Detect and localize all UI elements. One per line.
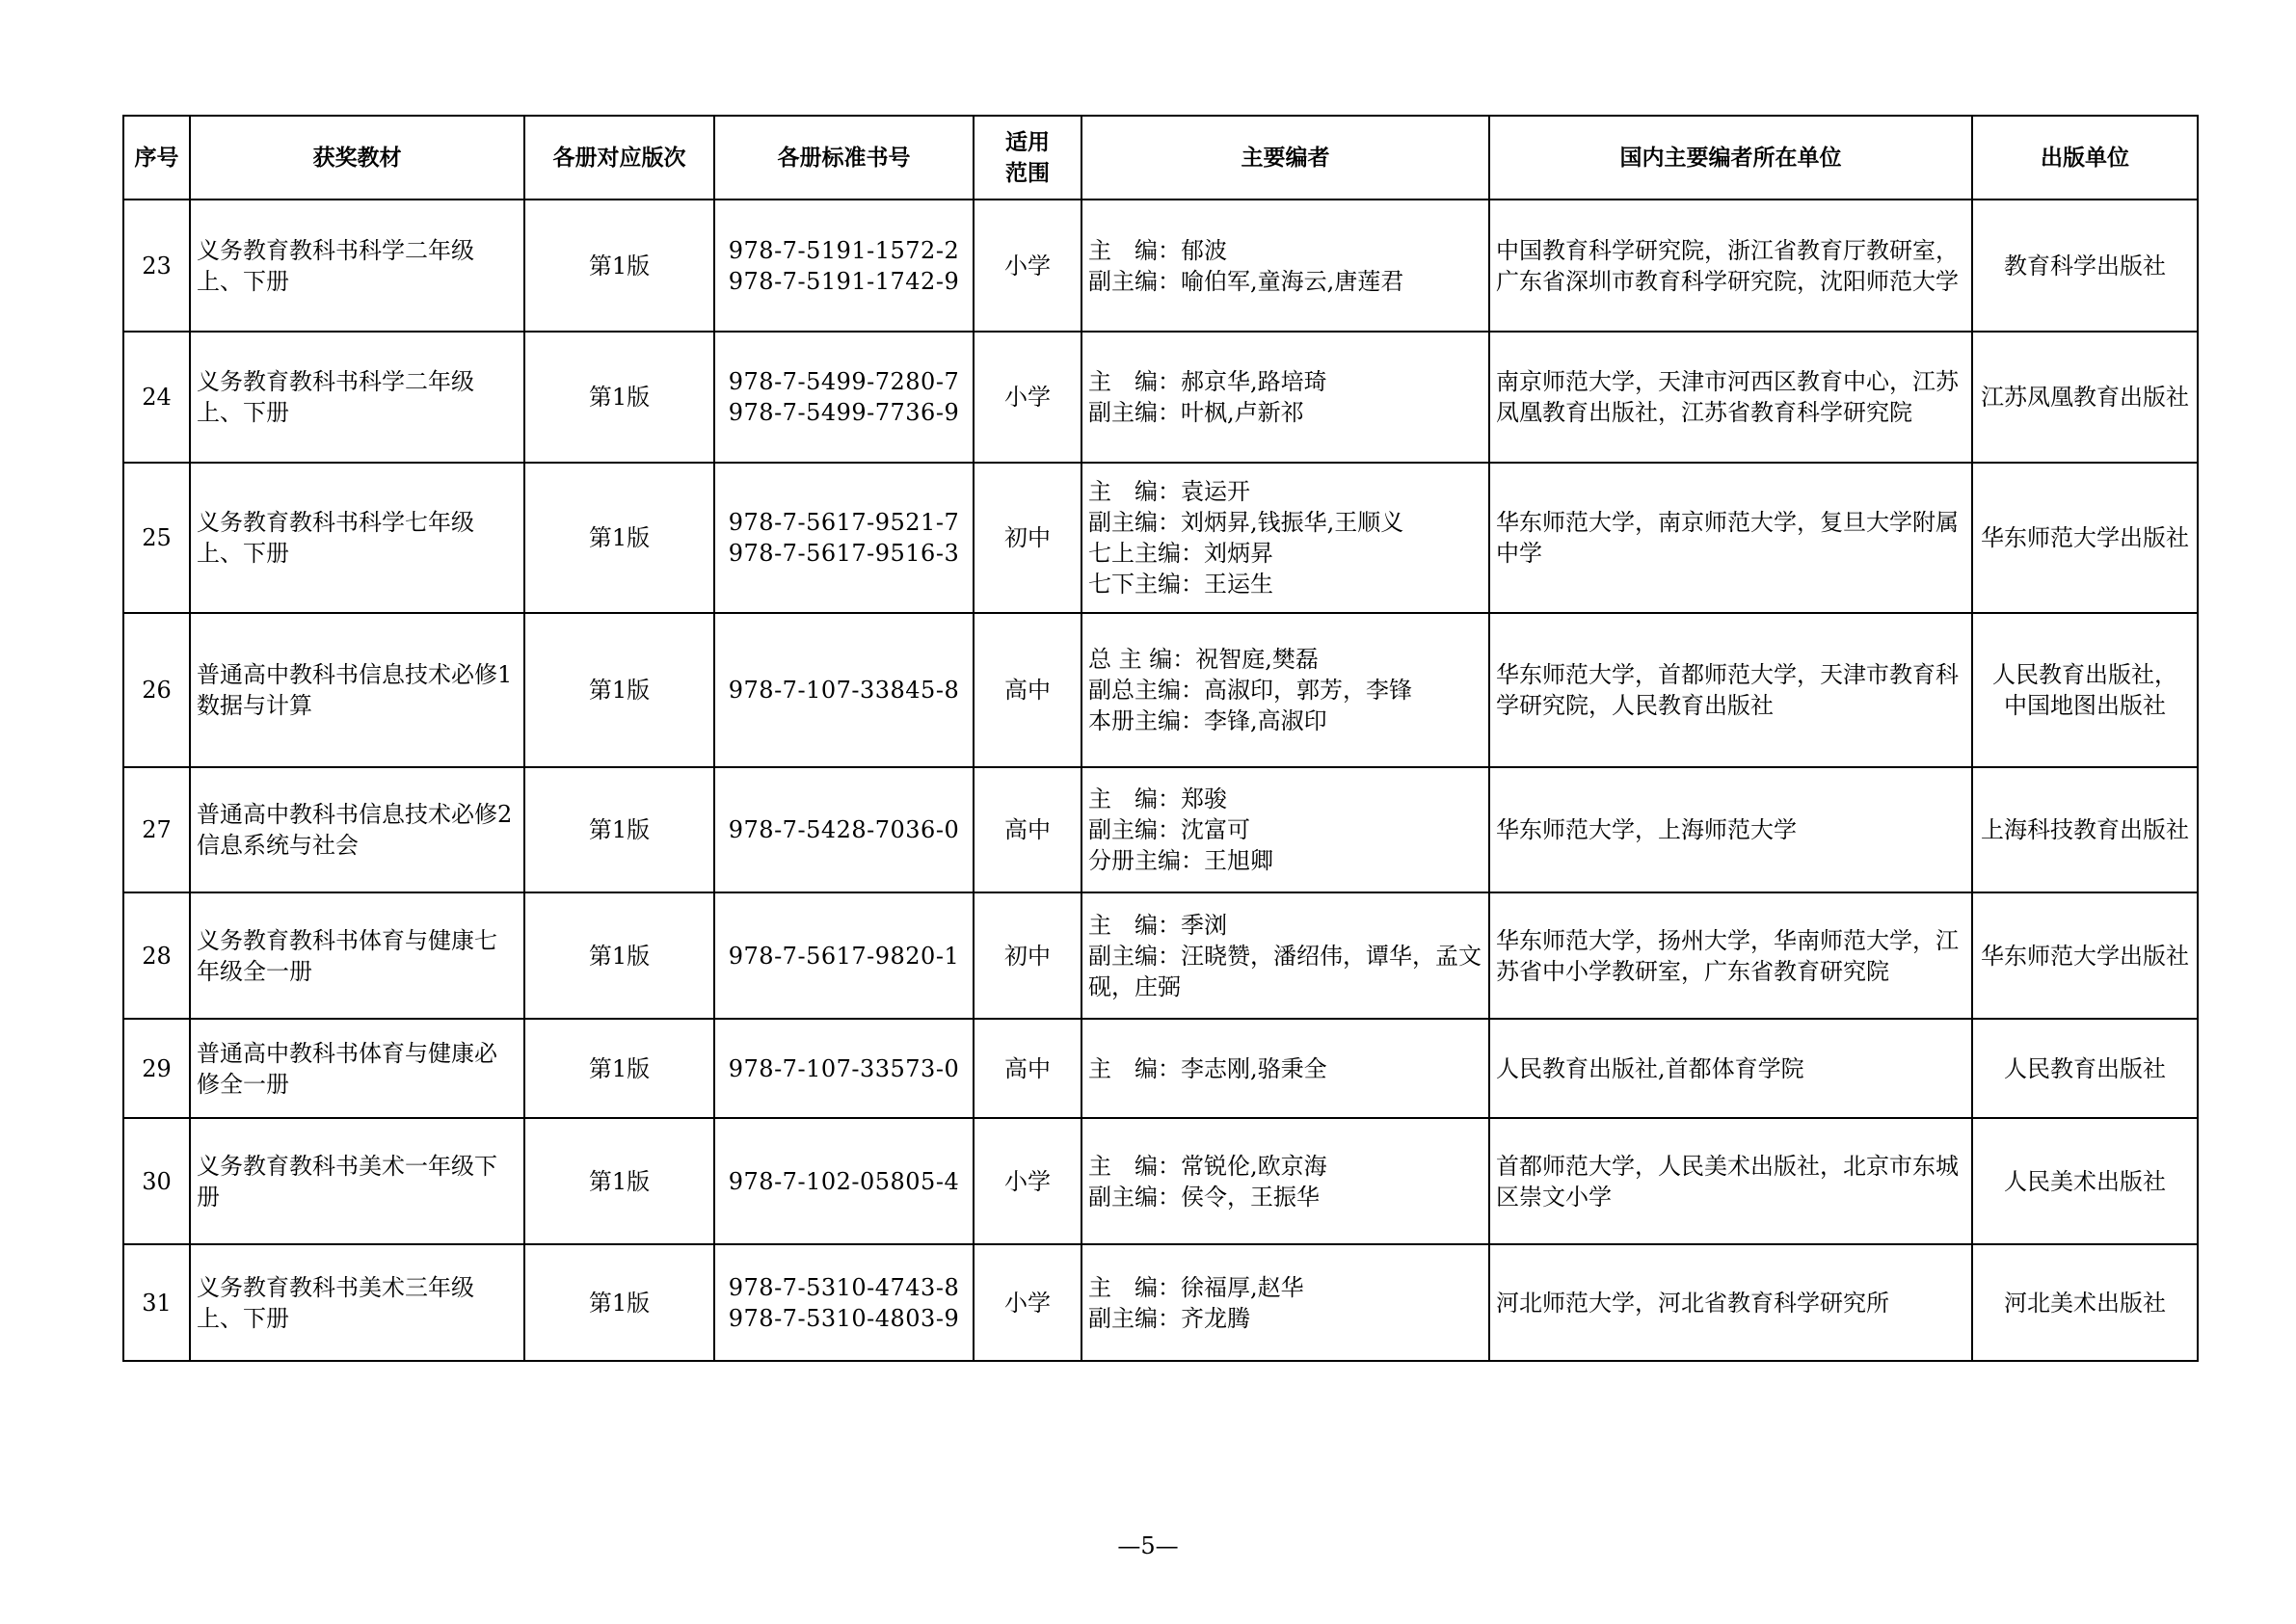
cell-publisher: 河北美术出版社 xyxy=(1972,1244,2198,1361)
cell-textbook: 普通高中教科书体育与健康必修全一册 xyxy=(190,1019,524,1118)
cell-isbn: 978-7-107-33845-8 xyxy=(714,613,974,767)
cell-isbn: 978-7-5191-1572-2 978-7-5191-1742-9 xyxy=(714,200,974,332)
cell-publisher: 人民教育出版社 xyxy=(1972,1019,2198,1118)
header-row xyxy=(123,116,2198,200)
cell-textbook: 义务教育教科书科学二年级 上、下册 xyxy=(190,332,524,463)
cell-publisher: 华东师范大学出版社 xyxy=(1972,892,2198,1019)
cell-scope: 高中 xyxy=(974,613,1081,767)
cell-isbn: 978-7-102-05805-4 xyxy=(714,1118,974,1244)
cell-publisher: 人民教育出版社， 中国地图出版社 xyxy=(1972,613,2198,767)
cell-editors: 主 编：郝京华,路培琦 副主编：叶枫,卢新祁 xyxy=(1081,332,1489,463)
table-row xyxy=(123,1019,2198,1118)
cell-units: 华东师范大学，扬州大学，华南师范大学，江苏省中小学教研室，广东省教育研究院 xyxy=(1489,892,1972,1019)
cell-edition: 第1版 xyxy=(524,332,714,463)
cell-units: 人民教育出版社,首都体育学院 xyxy=(1489,1019,1972,1118)
cell-scope: 小学 xyxy=(974,1244,1081,1361)
cell-isbn: 978-7-5310-4743-8 978-7-5310-4803-9 xyxy=(714,1244,974,1361)
page-number: —5— xyxy=(1117,1532,1179,1559)
cell-textbook: 义务教育教科书科学七年级 上、下册 xyxy=(190,463,524,613)
cell-units: 华东师范大学，南京师范大学，复旦大学附属中学 xyxy=(1489,463,1972,613)
cell-textbook: 义务教育教科书美术一年级下册 xyxy=(190,1118,524,1244)
cell-editors: 主 编：季浏 副主编：汪晓赞，潘绍伟，谭华，孟文砚，庄弼 xyxy=(1081,892,1489,1019)
cell-scope: 小学 xyxy=(974,332,1081,463)
cell-publisher: 上海科技教育出版社 xyxy=(1972,767,2198,892)
cell-isbn: 978-7-5617-9521-7 978-7-5617-9516-3 xyxy=(714,463,974,613)
cell-publisher: 江苏凤凰教育出版社 xyxy=(1972,332,2198,463)
cell-scope: 高中 xyxy=(974,767,1081,892)
cell-editors: 总 主 编：祝智庭,樊磊 副总主编：高淑印，郭芳，李锋 本册主编：李锋,高淑印 xyxy=(1081,613,1489,767)
cell-textbook: 义务教育教科书美术三年级 上、下册 xyxy=(190,1244,524,1361)
cell-edition: 第1版 xyxy=(524,200,714,332)
cell-scope: 小学 xyxy=(974,1118,1081,1244)
awards-table xyxy=(122,115,2199,1362)
cell-index: 23 xyxy=(123,200,190,332)
cell-edition: 第1版 xyxy=(524,463,714,613)
table-row xyxy=(123,767,2198,892)
header-editors: 主要编者 xyxy=(1081,116,1489,200)
cell-editors: 主 编：徐福厚,赵华 副主编：齐龙腾 xyxy=(1081,1244,1489,1361)
table-row xyxy=(123,332,2198,463)
cell-scope: 初中 xyxy=(974,463,1081,613)
cell-index: 26 xyxy=(123,613,190,767)
header-scope: 适用 范围 xyxy=(974,116,1081,200)
cell-edition: 第1版 xyxy=(524,1244,714,1361)
cell-units: 中国教育科学研究院，浙江省教育厅教研室，广东省深圳市教育科学研究院，沈阳师范大学 xyxy=(1489,200,1972,332)
table-row xyxy=(123,1244,2198,1361)
cell-editors: 主 编：常锐伦,欧京海 副主编：侯令，王振华 xyxy=(1081,1118,1489,1244)
cell-editors: 主 编：郑骏 副主编：沈富可 分册主编：王旭卿 xyxy=(1081,767,1489,892)
cell-textbook: 普通高中教科书信息技术必修2信息系统与社会 xyxy=(190,767,524,892)
cell-edition: 第1版 xyxy=(524,892,714,1019)
cell-scope: 小学 xyxy=(974,200,1081,332)
cell-index: 24 xyxy=(123,332,190,463)
cell-index: 27 xyxy=(123,767,190,892)
table-row xyxy=(123,463,2198,613)
cell-textbook: 普通高中教科书信息技术必修1数据与计算 xyxy=(190,613,524,767)
cell-edition: 第1版 xyxy=(524,1118,714,1244)
cell-isbn: 978-7-5499-7280-7 978-7-5499-7736-9 xyxy=(714,332,974,463)
cell-editors: 主 编：李志刚,骆秉全 xyxy=(1081,1019,1489,1118)
cell-scope: 高中 xyxy=(974,1019,1081,1118)
table-row xyxy=(123,892,2198,1019)
cell-edition: 第1版 xyxy=(524,767,714,892)
cell-isbn: 978-7-107-33573-0 xyxy=(714,1019,974,1118)
cell-index: 28 xyxy=(123,892,190,1019)
cell-scope: 初中 xyxy=(974,892,1081,1019)
table-row xyxy=(123,613,2198,767)
header-edition: 各册对应版次 xyxy=(524,116,714,200)
cell-textbook: 义务教育教科书体育与健康七年级全一册 xyxy=(190,892,524,1019)
cell-isbn: 978-7-5617-9820-1 xyxy=(714,892,974,1019)
cell-units: 华东师范大学，首都师范大学，天津市教育科学研究院，人民教育出版社 xyxy=(1489,613,1972,767)
cell-edition: 第1版 xyxy=(524,613,714,767)
cell-editors: 主 编：袁运开 副主编：刘炳昇,钱振华,王顺义 七上主编：刘炳昇 七下主编：王运生 xyxy=(1081,463,1489,613)
cell-publisher: 教育科学出版社 xyxy=(1972,200,2198,332)
cell-units: 南京师范大学，天津市河西区教育中心，江苏凤凰教育出版社，江苏省教育科学研究院 xyxy=(1489,332,1972,463)
cell-index: 25 xyxy=(123,463,190,613)
header-index: 序号 xyxy=(123,116,190,200)
header-isbn: 各册标准书号 xyxy=(714,116,974,200)
cell-units: 河北师范大学，河北省教育科学研究所 xyxy=(1489,1244,1972,1361)
header-publisher: 出版单位 xyxy=(1972,116,2198,200)
cell-index: 30 xyxy=(123,1118,190,1244)
cell-publisher: 华东师范大学出版社 xyxy=(1972,463,2198,613)
cell-units: 首都师范大学，人民美术出版社，北京市东城区崇文小学 xyxy=(1489,1118,1972,1244)
table-row xyxy=(123,1118,2198,1244)
cell-publisher: 人民美术出版社 xyxy=(1972,1118,2198,1244)
header-units: 国内主要编者所在单位 xyxy=(1489,116,1972,200)
cell-isbn: 978-7-5428-7036-0 xyxy=(714,767,974,892)
cell-index: 31 xyxy=(123,1244,190,1361)
table-header xyxy=(123,116,2198,200)
table-row xyxy=(123,200,2198,332)
cell-units: 华东师范大学，上海师范大学 xyxy=(1489,767,1972,892)
cell-editors: 主 编：郁波 副主编：喻伯军,童海云,唐莲君 xyxy=(1081,200,1489,332)
table-body xyxy=(123,200,2198,1361)
header-textbook: 获奖教材 xyxy=(190,116,524,200)
cell-textbook: 义务教育教科书科学二年级 上、下册 xyxy=(190,200,524,332)
cell-index: 29 xyxy=(123,1019,190,1118)
cell-edition: 第1版 xyxy=(524,1019,714,1118)
